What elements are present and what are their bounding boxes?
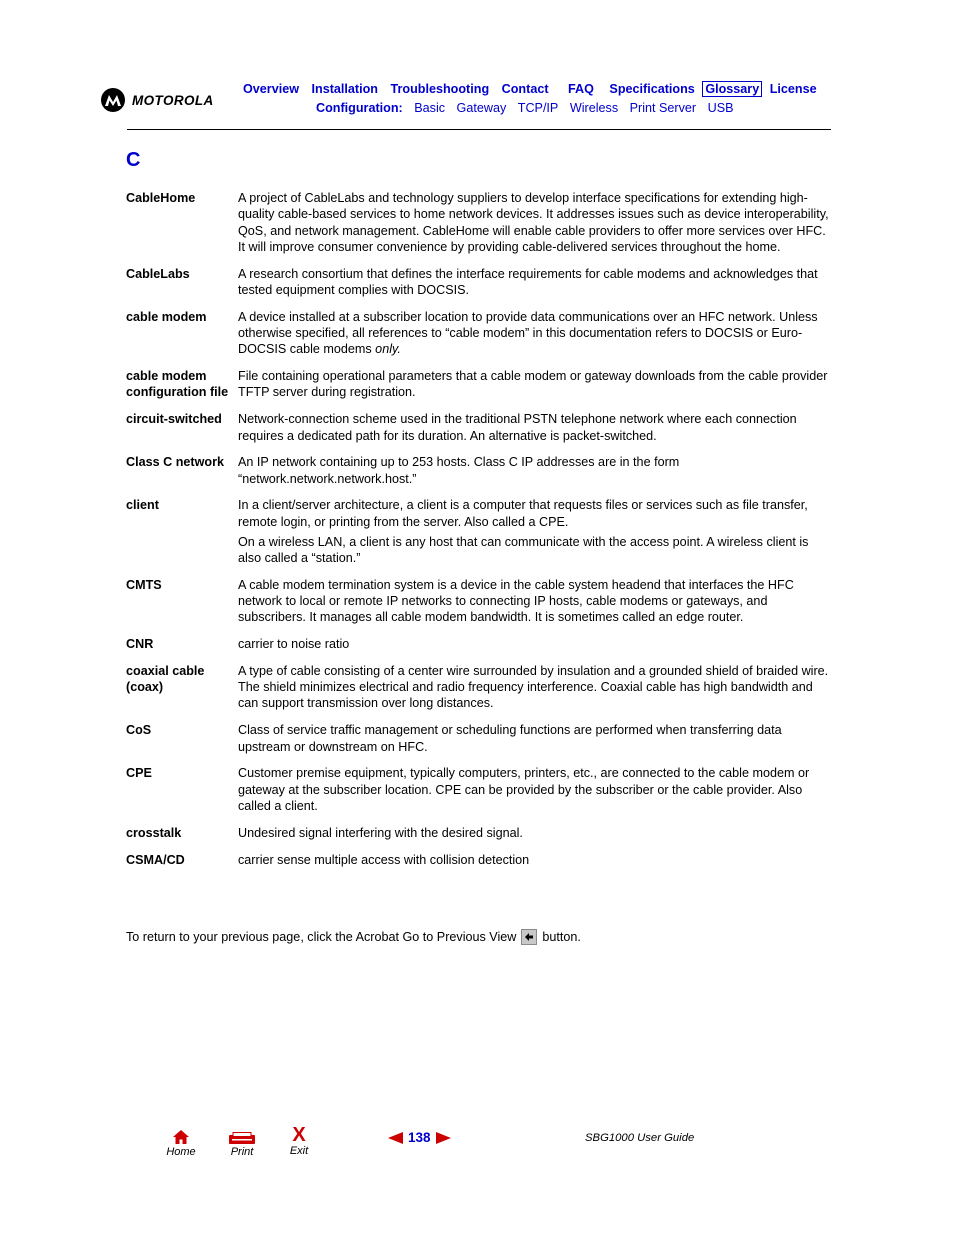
entry-definition: A research consortium that defines the interface requirements for cable modems and acknowledges that tested equipment complies with DOCSIS. [238,266,818,297]
glossary-list [126,190,832,878]
config-nav [316,101,742,115]
config-gateway[interactable]: Gateway [456,101,507,115]
entry-definition: Class of service traffic management or scheduling functions are performed when transferring data upstream or downstream on HFC. [238,723,782,754]
header-divider [127,129,831,130]
entry-term: CNR [126,637,154,652]
nav-glossary-current[interactable]: Glossary [702,81,762,97]
entry-term: CoS [126,723,152,738]
entry-term: CSMA/CD [126,852,185,867]
motorola-logo [101,88,214,112]
printer-icon [228,1132,256,1145]
entry-definition: A type of cable consisting of a center wire surrounded by insulation and a grounded shield of braided wire. The shield minimizes electrical and radio frequency interference. Coaxial cable has high bandwidth and can support transmission over long distances. [238,663,829,711]
entry-definition: A device installed at a subscriber location to provide data communications over an HFC network. Unless otherwise specified, all references to “cable modem” in this documentation refers to DOCSIS or Euro-DOCSIS cable modems only. [238,309,818,357]
nav-installation[interactable]: Installation [311,82,378,96]
home-label: Home [166,1146,196,1158]
entry-term: CPE [126,766,152,781]
entry-definition: A project of CableLabs and technology suppliers to develop interface specifications for extending high-quality cable-based services to home network devices. It addresses issues such as device interoperability, QoS, and network management. CableHome will enable cable providers to offer more services over HFC. It will improve consumer convenience by providing cable-delivered services throughout the home. [238,191,829,254]
config-print-server[interactable]: Print Server [629,101,697,115]
glossary-entry [126,190,832,255]
entry-term: crosstalk [126,825,182,840]
config-label: Configuration: [316,101,403,115]
glossary-entry [126,454,832,487]
glossary-entry [126,636,832,652]
config-tcpip[interactable]: TCP/IP [517,101,559,115]
print-button[interactable] [226,1132,258,1158]
entry-term: Class C network [126,455,224,470]
guide-title: SBG1000 User Guide [585,1132,695,1144]
entry-definition: File containing operational parameters that a cable modem or gateway downloads from the cable provider TFTP server during registration. [238,369,828,400]
nav-license[interactable]: License [769,82,817,96]
glossary-entry [126,825,832,841]
return-text-after: button. [542,930,581,944]
entry-term: CableHome [126,191,196,205]
entry-definition: In a client/server architecture, a client is a computer that requests files or services such as file transfer, remote login, or printing from the server. Also called a CPE. On a wireless LAN, a client is any host that can communicate with the access point. A wireless client is also called a “station.” [238,498,809,565]
return-text-before: To return to your previous page, click the Acrobat Go to Previous View [126,930,517,944]
glossary-entry [126,722,832,755]
exit-label: Exit [289,1145,309,1157]
entry-term: cable modem configuration file [126,369,229,400]
page-navigator [388,1130,451,1145]
return-instruction [126,929,581,945]
entry-term: circuit-switched [126,412,222,427]
glossary-entry [126,368,832,401]
page-number: 138 [408,1130,431,1145]
glossary-entry [126,309,832,358]
exit-icon: X [292,1124,306,1146]
config-basic[interactable]: Basic [414,101,446,115]
entry-term: CMTS [126,577,162,592]
section-heading: C [126,149,141,171]
entry-term: client [126,498,159,513]
next-page-icon[interactable] [435,1132,451,1144]
exit-button[interactable] [285,1126,313,1157]
entry-definition: An IP network containing up to 253 hosts. Class C IP addresses are in the form “network.network.network.host.” [238,455,680,486]
config-wireless[interactable]: Wireless [569,101,619,115]
previous-page-icon[interactable] [388,1132,404,1144]
nav-overview[interactable]: Overview [243,82,300,96]
entry-definition: Undesired signal interfering with the desired signal. [238,825,523,840]
glossary-entry [126,577,832,626]
entry-definition: carrier sense multiple access with collision detection [238,852,530,867]
entry-definition: Network-connection scheme used in the traditional PSTN telephone network where each connection requires a dedicated path for its duration. An alternative is packet-switched. [238,412,797,443]
top-nav [243,82,826,96]
nav-contact[interactable]: Contact [501,82,549,96]
config-usb[interactable]: USB [707,101,734,115]
logo-wordmark: MOTOROLA [132,92,214,108]
print-label: Print [230,1146,254,1158]
home-icon [172,1129,190,1145]
glossary-entry [126,852,832,868]
entry-definition: Customer premise equipment, typically computers, printers, etc., are connected to the cable modem or gateway at the subscriber location. CPE can be provided by the subscriber or the cable provider. Also called a client. [238,766,810,813]
glossary-entry [126,497,832,566]
emphasis-only: only. [371,342,401,357]
nav-specifications[interactable]: Specifications [609,82,695,96]
glossary-entry [126,411,832,444]
entry-definition: carrier to noise ratio [238,637,350,652]
motorola-batwing-icon [101,88,125,112]
previous-view-icon[interactable] [521,929,537,945]
entry-definition: A cable modem termination system is a device in the cable system headend that interfaces the HFC network to local or remote IP networks to connecting IP hosts, cable modems or gateways, and subscribers. It manages all cable modem bandwidth. It is sometimes called an edge router. [238,577,794,625]
glossary-entry [126,266,832,299]
entry-term: coaxial cable (coax) [126,663,205,695]
glossary-entry [126,663,832,712]
entry-term: cable modem [126,309,207,324]
home-button[interactable] [164,1129,198,1158]
glossary-entry [126,765,832,814]
nav-troubleshooting[interactable]: Troubleshooting [390,82,490,96]
nav-faq[interactable]: FAQ [568,82,594,96]
entry-term: CableLabs [126,266,190,281]
